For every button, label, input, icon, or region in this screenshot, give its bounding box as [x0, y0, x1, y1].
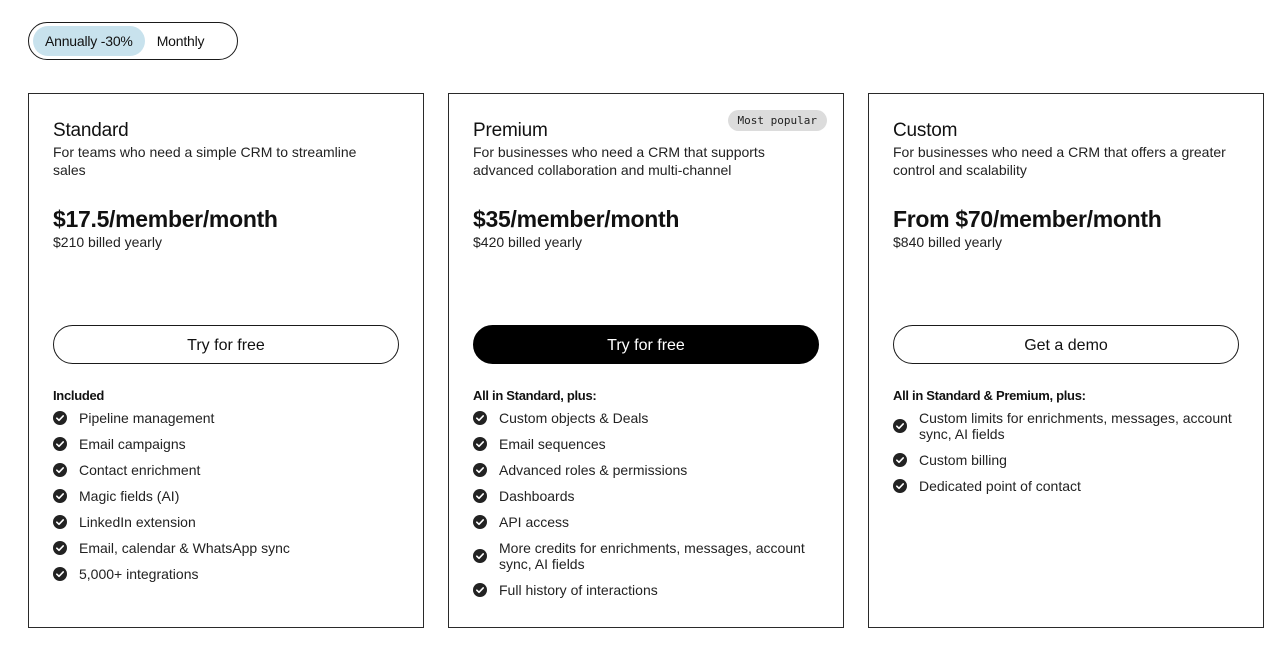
feature-item — [53, 436, 393, 452]
plan-price: From $70/member/month — [893, 206, 1162, 232]
feature-item — [893, 452, 1233, 468]
feature-label: Custom billing — [919, 452, 1007, 468]
check-circle-icon — [473, 549, 487, 563]
check-circle-icon — [473, 463, 487, 477]
feature-item — [53, 540, 393, 556]
plan-description: For businesses who need a CRM that offers a greater control and scalability — [893, 144, 1226, 178]
plan-description: For businesses who need a CRM that supports advanced collaboration and multi-channel — [473, 144, 765, 178]
try-for-free-button[interactable]: Try for free — [53, 325, 399, 364]
check-circle-icon — [893, 453, 907, 467]
plan-price: $17.5/member/month — [53, 206, 278, 232]
plan-name: Custom — [893, 120, 958, 141]
feature-item — [473, 488, 813, 504]
features-title: All in Standard, plus: — [473, 388, 597, 403]
feature-label: API access — [499, 514, 570, 530]
check-circle-icon — [53, 437, 67, 451]
feature-label: More credits for enrichments, messages, account sync, AI fields — [499, 540, 805, 572]
feature-item — [473, 514, 813, 530]
feature-item — [473, 540, 813, 572]
check-circle-icon — [53, 489, 67, 503]
check-circle-icon — [473, 515, 487, 529]
feature-label: 5,000+ integrations — [79, 566, 199, 582]
feature-item — [473, 582, 813, 598]
check-circle-icon — [473, 437, 487, 451]
feature-label: Email, calendar & WhatsApp sync — [79, 540, 290, 556]
features-title: Included — [53, 388, 105, 403]
feature-label: Custom limits for enrichments, messages, account sync, AI fields — [919, 410, 1232, 442]
features-title: All in Standard & Premium, plus: — [893, 388, 1086, 403]
get-a-demo-button[interactable]: Get a demo — [893, 325, 1239, 364]
check-circle-icon — [53, 463, 67, 477]
plan-card-standard — [28, 93, 424, 628]
feature-label: Contact enrichment — [79, 462, 201, 478]
check-circle-icon — [53, 541, 67, 555]
toggle-annually[interactable]: Annually -30% — [33, 26, 145, 56]
toggle-monthly[interactable]: Monthly — [156, 33, 205, 49]
feature-item — [53, 514, 393, 530]
feature-label: Email sequences — [499, 436, 606, 452]
check-circle-icon — [53, 515, 67, 529]
billing-toggle[interactable] — [28, 22, 238, 60]
feature-item — [473, 410, 813, 426]
most-popular-badge: Most popular — [728, 110, 827, 131]
feature-label: LinkedIn extension — [79, 514, 196, 530]
feature-label: Dashboards — [499, 488, 575, 504]
feature-list — [53, 410, 393, 592]
feature-item — [893, 478, 1233, 494]
plan-name: Premium — [473, 120, 548, 141]
plan-card-premium — [448, 93, 844, 628]
try-for-free-button[interactable]: Try for free — [473, 325, 819, 364]
feature-list — [473, 410, 813, 608]
feature-item — [53, 410, 393, 426]
feature-label: Pipeline management — [79, 410, 215, 426]
feature-item — [473, 462, 813, 478]
feature-item — [53, 566, 393, 582]
plan-billed: $420 billed yearly — [473, 234, 582, 250]
check-circle-icon — [53, 411, 67, 425]
check-circle-icon — [893, 479, 907, 493]
plan-name: Standard — [53, 120, 129, 141]
check-circle-icon — [473, 411, 487, 425]
plan-card-custom — [868, 93, 1264, 628]
feature-item — [53, 462, 393, 478]
feature-item — [473, 436, 813, 452]
feature-item — [893, 410, 1233, 442]
plan-billed: $210 billed yearly — [53, 234, 162, 250]
check-circle-icon — [53, 567, 67, 581]
feature-list — [893, 410, 1233, 504]
feature-item — [53, 488, 393, 504]
plan-billed: $840 billed yearly — [893, 234, 1002, 250]
check-circle-icon — [893, 419, 907, 433]
feature-label: Custom objects & Deals — [499, 410, 649, 426]
check-circle-icon — [473, 489, 487, 503]
feature-label: Dedicated point of contact — [919, 478, 1081, 494]
feature-label: Email campaigns — [79, 436, 186, 452]
plan-price: $35/member/month — [473, 206, 680, 232]
plan-description: For teams who need a simple CRM to streamline sales — [53, 144, 357, 178]
feature-label: Full history of interactions — [499, 582, 658, 598]
feature-label: Advanced roles & permissions — [499, 462, 688, 478]
check-circle-icon — [473, 583, 487, 597]
feature-label: Magic fields (AI) — [79, 488, 180, 504]
